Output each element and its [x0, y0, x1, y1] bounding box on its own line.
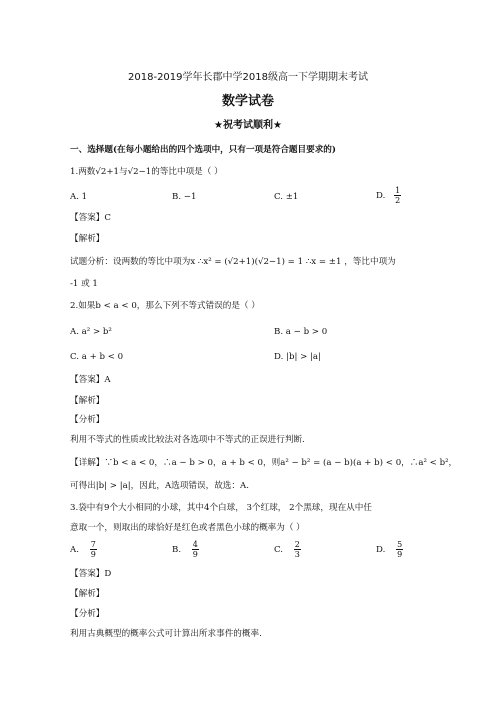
q2-stem: 2.如果b < a < 0，那么下列不等式错误的是（ ）	[70, 301, 260, 311]
q3-stem-line2: 意取一个，则取出的球恰好是红色或者黑色小球的概率为（ ）	[70, 523, 305, 533]
q3-option-b	[172, 540, 199, 559]
q1-analysis-line2: -1 或 1	[70, 279, 98, 289]
exam-title: 2018-2019学年长郡中学2018级高一下学期期末考试	[128, 72, 368, 83]
q3-d-denominator: 9	[397, 550, 403, 559]
q3-c-numerator: 2	[294, 540, 300, 549]
q3-option-b-fraction	[192, 540, 199, 559]
q1-analysis-label: 【解析】	[70, 234, 105, 244]
q3-option-d-fraction	[396, 540, 403, 559]
q1-option-d-label: D.	[376, 191, 386, 201]
q3-option-a	[70, 540, 97, 559]
q1-d-numerator: 1	[395, 186, 401, 195]
q2-option-d: D. |b| > |a|	[274, 352, 321, 362]
subject-title: 数学试卷	[221, 94, 274, 109]
q1-stem: 1.两数√2+1与√2−1的等比中项是（ ）	[70, 167, 223, 177]
q1-option-c: C. ±1	[274, 192, 299, 202]
q1-option-d	[376, 186, 401, 205]
q3-stem-line1: 3.袋中有9个大小相同的小球，其中4个白球， 3个红球， 2个黑球，现在从中任	[70, 503, 372, 513]
q3-option-b-label: B.	[172, 545, 182, 555]
q3-option-d-label: D.	[376, 545, 386, 555]
q1-option-a: A. 1	[70, 192, 88, 202]
q3-c-denominator: 3	[294, 550, 300, 559]
q3-answer: 【答案】D	[70, 569, 112, 579]
q2-answer: 【答案】A	[70, 375, 111, 385]
q3-a-denominator: 9	[90, 550, 96, 559]
q2-fenxi-text: 利用不等式的性质或比较法对各选项中不等式的正误进行判断.	[70, 435, 305, 445]
q1-analysis-line1: 试题分析：设两数的等比中项为x ∴x² = (√2+1)(√2−1) = 1 ∴x = ±1 ，等比中项为	[70, 257, 396, 267]
q3-b-denominator: 9	[192, 550, 198, 559]
q3-fenxi-text: 利用古典概型的概率公式可计算出所求事件的概率.	[70, 629, 262, 639]
q3-option-c-fraction	[294, 540, 301, 559]
q3-option-d	[376, 540, 403, 559]
q1-option-b: B. −1	[172, 192, 197, 202]
q1-answer: 【答案】C	[70, 213, 111, 223]
q3-analysis-label: 【解析】	[70, 589, 105, 599]
q3-option-a-fraction	[90, 540, 97, 559]
q3-fenxi-label: 【分析】	[70, 609, 105, 619]
q3-b-numerator: 4	[192, 540, 198, 549]
q2-option-b: B. a − b > 0	[274, 327, 328, 337]
q1-d-denominator: 2	[395, 196, 401, 205]
q3-a-numerator: 7	[90, 540, 96, 549]
q2-detail-line1: 【详解】∵b < a < 0，∴a − b > 0，a + b < 0，则a² − b² = (a − b)(a + b) < 0，∴a² < b²，	[70, 458, 458, 468]
q2-analysis-label: 【解析】	[70, 396, 105, 406]
q3-d-numerator: 5	[397, 540, 403, 549]
q3-option-c	[274, 540, 301, 559]
q2-detail-line2: 可得出|b| > |a|，因此，A选项错误，故选：A.	[70, 481, 249, 491]
q3-option-a-label: A.	[70, 545, 79, 555]
wish-line: ★祝考试顺利★	[214, 120, 282, 131]
q1-option-d-fraction	[394, 186, 401, 205]
q2-option-a: A. a² > b²	[70, 327, 112, 337]
q2-fenxi-label: 【分析】	[70, 415, 105, 425]
q2-option-c: C. a + b < 0	[70, 352, 124, 362]
q3-option-c-label: C.	[274, 545, 284, 555]
section-heading: 一、选择题(在每小题给出的四个选项中，只有一项是符合题目要求的)	[70, 145, 336, 155]
